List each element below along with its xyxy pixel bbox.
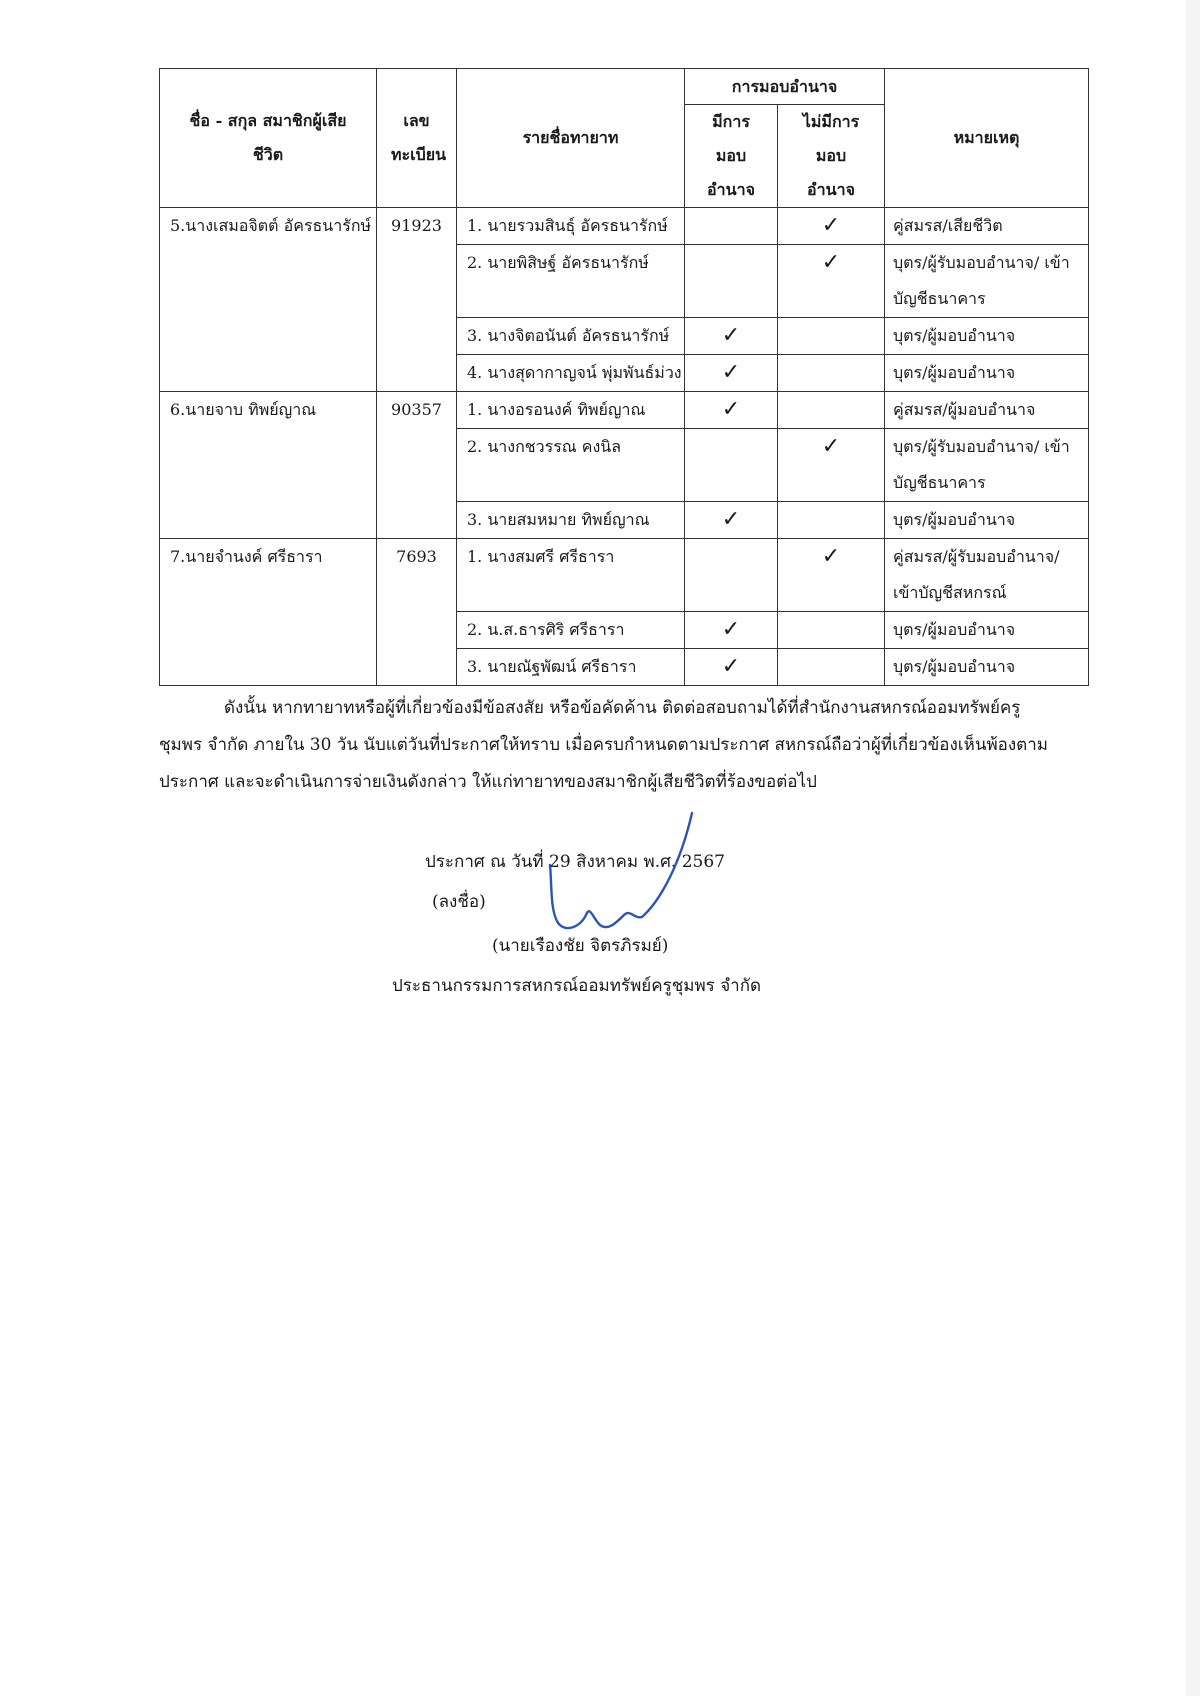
remark: บุตร/ผู้มอบอำนาจ xyxy=(885,355,1089,392)
member-reg-no: 90357 xyxy=(377,392,457,539)
no-authority-cell xyxy=(778,318,885,355)
no-authority-cell xyxy=(778,245,885,318)
has-authority-cell xyxy=(685,502,778,539)
no-authority-cell xyxy=(778,392,885,429)
check-mark-icon: ✓ xyxy=(821,434,841,459)
handwritten-signature xyxy=(520,805,710,945)
has-authority-cell xyxy=(685,612,778,649)
remark: บุตร/ผู้มอบอำนาจ xyxy=(885,502,1089,539)
announcement-text: ดังนั้น หากทายาทหรือผู้ที่เกี่ยวข้องมีข้อสงสัย หรือข้อคัดค้าน ติดต่อสอบถามได้ที่สำนักงานสหกรณ์ออมทรัพย์ครูชุมพร จำกัด ภายใน 30 วัน นับแต่วันที่ประกาศให้ทราบ เมื่อครบกำหนดตามประกาศ สหกรณ์ถือว่าผู้ที่เกี่ยวข้องเห็นพ้องตามประกาศ และจะดำเนินการจ่ายเงินดังกล่าว ให้แก่ทายาทของสมาชิกผู้เสียชีวิตที่ร้องขอต่อไป xyxy=(159,698,1048,792)
remark: คู่สมรส/ผู้รับมอบอำนาจ/ เข้าบัญชีสหกรณ์ xyxy=(885,539,1089,612)
heir-name: 1. นางอรอนงค์ ทิพย์ญาณ xyxy=(457,392,685,429)
no-authority-cell xyxy=(778,208,885,245)
header-heirs: รายชื่อทายาท xyxy=(457,69,685,208)
check-mark-icon: ✓ xyxy=(821,213,841,238)
has-authority-cell xyxy=(685,539,778,612)
member-reg-no: 7693 xyxy=(377,539,457,686)
signer-title: ประธานกรรมการสหกรณ์ออมทรัพย์ครูชุมพร จำกัด xyxy=(392,976,762,996)
remark: บุตร/ผู้มอบอำนาจ xyxy=(885,649,1089,686)
heir-name: 1. นางสมศรี ศรีธารา xyxy=(457,539,685,612)
header-authority-group: การมอบอำนาจ xyxy=(685,69,885,105)
date-line: ประกาศ ณ วันที่ 29 สิงหาคม พ.ศ. 2567 xyxy=(425,852,725,872)
has-authority-cell xyxy=(685,392,778,429)
check-mark-icon: ✓ xyxy=(821,544,841,569)
member-name: 7.นายจำนงค์ ศรีธารา xyxy=(160,539,377,686)
check-mark-icon: ✓ xyxy=(721,397,741,422)
no-authority-cell xyxy=(778,612,885,649)
sign-label: (ลงชื่อ) xyxy=(432,892,486,912)
heir-name: 1. นายรวมสินธุ์ อัครธนารักษ์ xyxy=(457,208,685,245)
remark: บุตร/ผู้รับมอบอำนาจ/ เข้าบัญชีธนาคาร xyxy=(885,429,1089,502)
heir-name: 4. นางสุดากาญจน์ พุ่มพันธ์ม่วง xyxy=(457,355,685,392)
remark: คู่สมรส/เสียชีวิต xyxy=(885,208,1089,245)
check-mark-icon: ✓ xyxy=(721,654,741,679)
table-row xyxy=(160,392,1089,429)
no-authority-cell xyxy=(778,355,885,392)
remark: บุตร/ผู้มอบอำนาจ xyxy=(885,318,1089,355)
has-authority-cell xyxy=(685,429,778,502)
heir-name: 3. นายณัฐพัฒน์ ศรีธารา xyxy=(457,649,685,686)
table-row xyxy=(160,208,1089,245)
header-remarks: หมายเหตุ xyxy=(885,69,1089,208)
header-has-authority: มีการมอบ อำนาจ xyxy=(685,105,778,208)
has-authority-cell xyxy=(685,318,778,355)
signer-name: (นายเรืองชัย จิตรภิรมย์) xyxy=(492,936,669,956)
page-edge xyxy=(1186,0,1200,1696)
check-mark-icon: ✓ xyxy=(721,323,741,348)
header-member: ชื่อ - สกุล สมาชิกผู้เสียชีวิต xyxy=(160,69,377,208)
heir-name: 2. น.ส.ธารศิริ ศรีธารา xyxy=(457,612,685,649)
header-no-authority: ไม่มีการ มอบอำนาจ xyxy=(778,105,885,208)
remark: คู่สมรส/ผู้มอบอำนาจ xyxy=(885,392,1089,429)
member-name: 6.นายจาบ ทิพย์ญาณ xyxy=(160,392,377,539)
heir-name: 3. นางจิตอนันต์ อัครธนารักษ์ xyxy=(457,318,685,355)
member-name: 5.นางเสมอจิตต์ อัครธนารักษ์ xyxy=(160,208,377,392)
no-authority-cell xyxy=(778,649,885,686)
no-authority-cell xyxy=(778,429,885,502)
has-authority-cell xyxy=(685,649,778,686)
check-mark-icon: ✓ xyxy=(821,250,841,275)
table-body xyxy=(160,208,1089,686)
heirs-table xyxy=(159,68,1089,686)
remark: บุตร/ผู้รับมอบอำนาจ/ เข้าบัญชีธนาคาร xyxy=(885,245,1089,318)
check-mark-icon: ✓ xyxy=(721,360,741,385)
heir-name: 2. นางกชวรรณ คงนิล xyxy=(457,429,685,502)
no-authority-cell xyxy=(778,539,885,612)
remark: บุตร/ผู้มอบอำนาจ xyxy=(885,612,1089,649)
has-authority-cell xyxy=(685,355,778,392)
check-mark-icon: ✓ xyxy=(721,507,741,532)
no-authority-cell xyxy=(778,502,885,539)
heir-name: 2. นายพิสิษฐ์ อัครธนารักษ์ xyxy=(457,245,685,318)
table-row xyxy=(160,539,1089,612)
announcement-paragraph xyxy=(159,690,1059,801)
has-authority-cell xyxy=(685,245,778,318)
header-reg-no: เลข ทะเบียน xyxy=(377,69,457,208)
heir-name: 3. นายสมหมาย ทิพย์ญาณ xyxy=(457,502,685,539)
has-authority-cell xyxy=(685,208,778,245)
member-reg-no: 91923 xyxy=(377,208,457,392)
check-mark-icon: ✓ xyxy=(721,617,741,642)
